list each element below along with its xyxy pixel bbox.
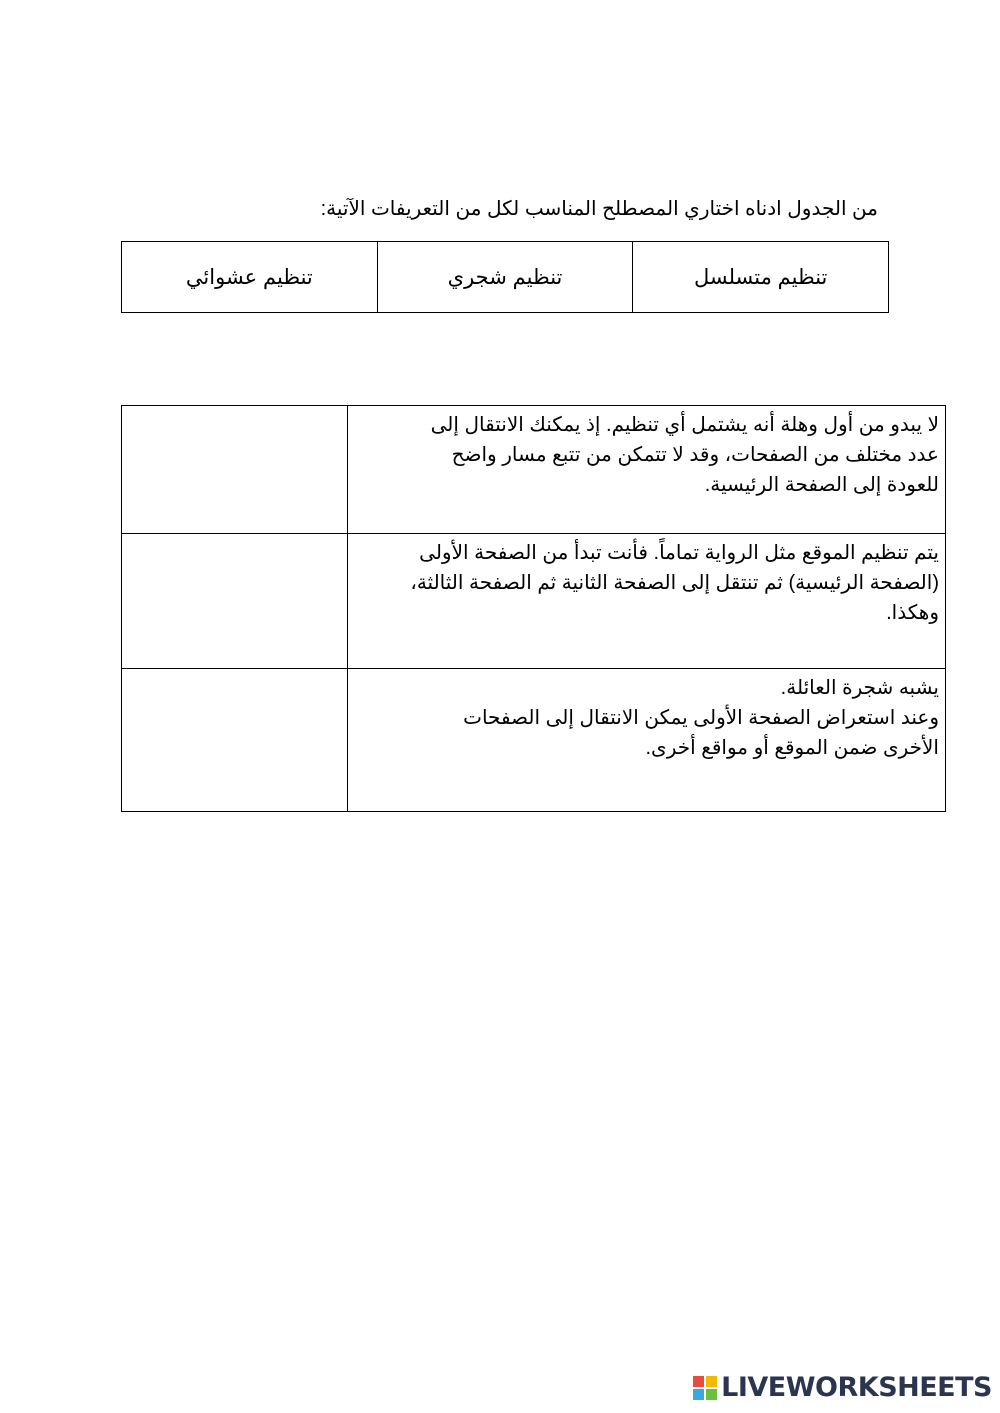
definitions-table [121, 405, 946, 812]
definition-text: لا يبدو من أول وهلة أنه يشتمل أي تنظيم. إذ يمكنك الانتقال إلى عدد مختلف من الصفحات، وقد لا تتمكن من تتبع مسار واضح للعودة إلى الصفحة الرئيسية. [348, 406, 946, 534]
definition-row [122, 406, 946, 534]
answer-drop-zone[interactable] [122, 534, 348, 669]
definition-text: يتم تنظيم الموقع مثل الرواية تماماً. فأنت تبدأ من الصفحة الأولى (الصفحة الرئيسية) ثم تنتقل إلى الصفحة الثانية ثم الصفحة الثالثة، وهكذا. [348, 534, 946, 669]
term-tree[interactable]: تنظيم شجري [377, 242, 633, 313]
instruction-text: من الجدول ادناه اختاري المصطلح المناسب لكل من التعريفات الآتية: [320, 198, 878, 220]
term-random[interactable]: تنظيم عشوائي [122, 242, 378, 313]
liveworksheets-logo [693, 1372, 992, 1403]
logo-icon [693, 1376, 717, 1400]
definition-text: يشبه شجرة العائلة. وعند استعراض الصفحة الأولى يمكن الانتقال إلى الصفحات الأخرى ضمن الموقع أو مواقع أخرى. [348, 669, 946, 812]
terms-table [121, 241, 889, 313]
term-sequential[interactable]: تنظيم متسلسل [633, 242, 889, 313]
definition-row [122, 669, 946, 812]
answer-drop-zone[interactable] [122, 406, 348, 534]
definition-row [122, 534, 946, 669]
answer-drop-zone[interactable] [122, 669, 348, 812]
logo-text: LIVEWORKSHEETS [721, 1372, 992, 1403]
